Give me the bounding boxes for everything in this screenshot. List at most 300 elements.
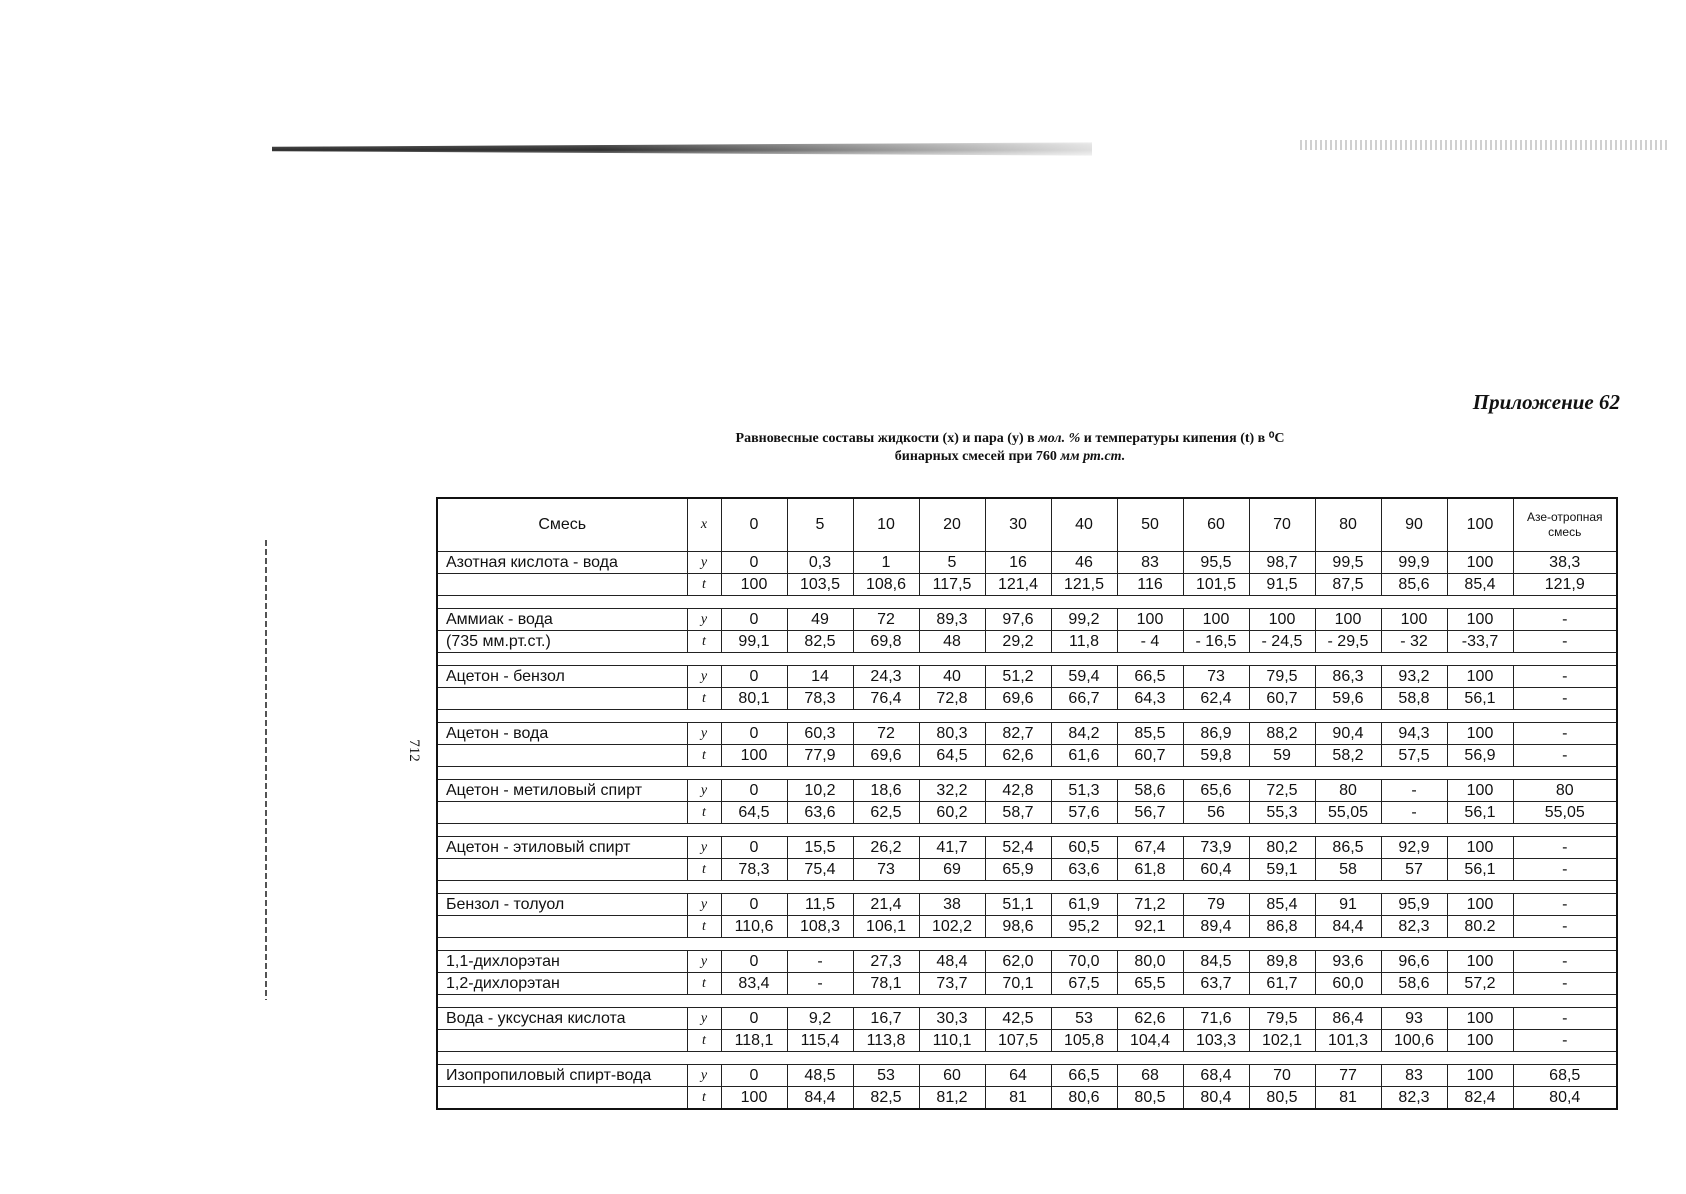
spacer-cell <box>787 1052 853 1065</box>
value-cell: - <box>787 951 853 973</box>
spacer-cell <box>1249 653 1315 666</box>
value-cell: 67,5 <box>1051 973 1117 995</box>
spacer-cell <box>1315 938 1381 951</box>
title-line-2-unit: мм рт.ст. <box>1060 449 1126 464</box>
value-cell: 81 <box>1315 1087 1381 1110</box>
value-cell: 52,4 <box>985 837 1051 859</box>
table-row <box>437 916 1617 938</box>
spacer-cell <box>919 596 985 609</box>
group-spacer <box>437 995 1617 1008</box>
spacer-cell <box>1249 767 1315 780</box>
spacer-cell <box>787 653 853 666</box>
value-cell: 65,6 <box>1183 780 1249 802</box>
spacer-cell <box>1051 938 1117 951</box>
value-cell: 100 <box>1447 552 1513 574</box>
value-cell: 79,5 <box>1249 1008 1315 1030</box>
value-cell: 61,6 <box>1051 745 1117 767</box>
spacer-cell <box>787 938 853 951</box>
value-cell: - 16,5 <box>1183 631 1249 653</box>
value-cell: 14 <box>787 666 853 688</box>
spacer-cell <box>1381 1052 1447 1065</box>
variable-label: t <box>687 1087 721 1110</box>
spacer-cell <box>437 1052 687 1065</box>
value-cell: 57,2 <box>1447 973 1513 995</box>
table-row <box>437 1087 1617 1110</box>
value-cell: 102,2 <box>919 916 985 938</box>
value-cell: 58,2 <box>1315 745 1381 767</box>
value-cell: 100 <box>1447 609 1513 631</box>
value-cell: 70,1 <box>985 973 1051 995</box>
mixture-name: Бензол - толуол <box>437 894 687 916</box>
value-cell: 85,5 <box>1117 723 1183 745</box>
spacer-cell <box>721 881 787 894</box>
value-cell: 55,05 <box>1315 802 1381 824</box>
header-x-value: 80 <box>1315 498 1381 552</box>
table-row <box>437 631 1617 653</box>
spacer-cell <box>1051 710 1117 723</box>
header-x-value: 50 <box>1117 498 1183 552</box>
spacer-cell <box>919 767 985 780</box>
value-cell: 81 <box>985 1087 1051 1110</box>
value-cell: 0 <box>721 609 787 631</box>
equilibrium-table <box>436 497 1618 1110</box>
value-cell: 85,6 <box>1381 574 1447 596</box>
group-spacer <box>437 653 1617 666</box>
variable-label: y <box>687 894 721 916</box>
spacer-cell <box>1249 824 1315 837</box>
spacer-cell <box>1513 767 1617 780</box>
spacer-cell <box>853 767 919 780</box>
value-cell: 92,1 <box>1117 916 1183 938</box>
value-cell: 51,3 <box>1051 780 1117 802</box>
table-body <box>437 552 1617 1110</box>
spacer-cell <box>853 1052 919 1065</box>
spacer-cell <box>1315 824 1381 837</box>
value-cell: 116 <box>1117 574 1183 596</box>
spacer-cell <box>787 995 853 1008</box>
scan-artifact-side-line <box>265 540 267 1000</box>
mixture-name: Изопропиловый спирт-вода <box>437 1065 687 1087</box>
variable-label: t <box>687 859 721 881</box>
group-spacer <box>437 881 1617 894</box>
value-cell: 101,5 <box>1183 574 1249 596</box>
value-cell: 66,5 <box>1051 1065 1117 1087</box>
spacer-cell <box>437 881 687 894</box>
spacer-cell <box>1381 995 1447 1008</box>
value-cell: 18,6 <box>853 780 919 802</box>
value-cell: 65,5 <box>1117 973 1183 995</box>
value-cell: 60,7 <box>1249 688 1315 710</box>
value-cell: - <box>1381 780 1447 802</box>
value-cell: 121,5 <box>1051 574 1117 596</box>
spacer-cell <box>919 938 985 951</box>
value-cell: 71,2 <box>1117 894 1183 916</box>
value-cell: 82,7 <box>985 723 1051 745</box>
value-cell: 118,1 <box>721 1030 787 1052</box>
azeotrope-cell: - <box>1513 688 1617 710</box>
azeotrope-cell: - <box>1513 916 1617 938</box>
spacer-cell <box>1447 596 1513 609</box>
azeotrope-cell: - <box>1513 723 1617 745</box>
value-cell: 96,6 <box>1381 951 1447 973</box>
value-cell: 89,4 <box>1183 916 1249 938</box>
azeotrope-cell: - <box>1513 631 1617 653</box>
value-cell: 77 <box>1315 1065 1381 1087</box>
azeotrope-cell: 80,4 <box>1513 1087 1617 1110</box>
spacer-cell <box>1051 653 1117 666</box>
value-cell: 80,2 <box>1249 837 1315 859</box>
azeotrope-cell: - <box>1513 609 1617 631</box>
value-cell: 94,3 <box>1381 723 1447 745</box>
value-cell: 29,2 <box>985 631 1051 653</box>
value-cell: 69,6 <box>853 745 919 767</box>
spacer-cell <box>687 938 721 951</box>
spacer-cell <box>985 881 1051 894</box>
value-cell: 93,2 <box>1381 666 1447 688</box>
value-cell: 100 <box>1183 609 1249 631</box>
value-cell: 0 <box>721 837 787 859</box>
value-cell: 68,4 <box>1183 1065 1249 1087</box>
variable-label: t <box>687 688 721 710</box>
table-row <box>437 973 1617 995</box>
value-cell: 69,6 <box>985 688 1051 710</box>
spacer-cell <box>1513 881 1617 894</box>
value-cell: 103,3 <box>1183 1030 1249 1052</box>
value-cell: 63,6 <box>787 802 853 824</box>
value-cell: 110,1 <box>919 1030 985 1052</box>
value-cell: 69 <box>919 859 985 881</box>
spacer-cell <box>1249 710 1315 723</box>
value-cell: 83,4 <box>721 973 787 995</box>
value-cell: 93,6 <box>1315 951 1381 973</box>
value-cell: 73,9 <box>1183 837 1249 859</box>
value-cell: 102,1 <box>1249 1030 1315 1052</box>
header-x-value: 60 <box>1183 498 1249 552</box>
spacer-cell <box>437 653 687 666</box>
variable-label: t <box>687 574 721 596</box>
spacer-cell <box>687 596 721 609</box>
spacer-cell <box>1381 938 1447 951</box>
value-cell: 100 <box>1315 609 1381 631</box>
value-cell: 62,6 <box>985 745 1051 767</box>
spacer-cell <box>1183 881 1249 894</box>
spacer-cell <box>787 767 853 780</box>
value-cell: 42,5 <box>985 1008 1051 1030</box>
value-cell: 59 <box>1249 745 1315 767</box>
spacer-cell <box>437 767 687 780</box>
value-cell: 0 <box>721 1065 787 1087</box>
value-cell: 58,7 <box>985 802 1051 824</box>
spacer-cell <box>1447 710 1513 723</box>
value-cell: 100 <box>1447 666 1513 688</box>
spacer-cell <box>985 767 1051 780</box>
spacer-cell <box>853 995 919 1008</box>
spacer-cell <box>1117 995 1183 1008</box>
spacer-cell <box>1513 596 1617 609</box>
header-x-value: 90 <box>1381 498 1447 552</box>
value-cell: 99,2 <box>1051 609 1117 631</box>
table-row <box>437 1030 1617 1052</box>
value-cell: 79 <box>1183 894 1249 916</box>
header-x-value: 100 <box>1447 498 1513 552</box>
table-row <box>437 723 1617 745</box>
table-row <box>437 688 1617 710</box>
table-row <box>437 802 1617 824</box>
value-cell: 98,7 <box>1249 552 1315 574</box>
value-cell: 64,3 <box>1117 688 1183 710</box>
spacer-cell <box>985 596 1051 609</box>
mixture-name: Ацетон - метиловый спирт <box>437 780 687 802</box>
spacer-cell <box>1183 995 1249 1008</box>
value-cell: 60,5 <box>1051 837 1117 859</box>
variable-label: t <box>687 973 721 995</box>
table-row <box>437 666 1617 688</box>
spacer-cell <box>1117 596 1183 609</box>
mixture-name: Вода - уксусная кислота <box>437 1008 687 1030</box>
variable-label: y <box>687 609 721 631</box>
spacer-cell <box>1051 881 1117 894</box>
group-spacer <box>437 1052 1617 1065</box>
spacer-cell <box>437 710 687 723</box>
table-row <box>437 894 1617 916</box>
spacer-cell <box>687 1052 721 1065</box>
spacer-cell <box>687 653 721 666</box>
value-cell: - <box>787 973 853 995</box>
spacer-cell <box>1447 824 1513 837</box>
value-cell: 58,6 <box>1117 780 1183 802</box>
value-cell: 0 <box>721 894 787 916</box>
value-cell: 92,9 <box>1381 837 1447 859</box>
spacer-cell <box>919 881 985 894</box>
value-cell: 73,7 <box>919 973 985 995</box>
spacer-cell <box>1447 938 1513 951</box>
header-x-value: 0 <box>721 498 787 552</box>
value-cell: 100 <box>1447 894 1513 916</box>
value-cell: 79,5 <box>1249 666 1315 688</box>
value-cell: 0 <box>721 552 787 574</box>
spacer-cell <box>853 881 919 894</box>
value-cell: 108,6 <box>853 574 919 596</box>
table-row <box>437 745 1617 767</box>
value-cell: 86,4 <box>1315 1008 1381 1030</box>
spacer-cell <box>721 653 787 666</box>
azeotrope-cell: - <box>1513 973 1617 995</box>
value-cell: 30,3 <box>919 1008 985 1030</box>
value-cell: 91,5 <box>1249 574 1315 596</box>
spacer-cell <box>853 824 919 837</box>
table-row <box>437 780 1617 802</box>
variable-label: y <box>687 552 721 574</box>
value-cell: 86,3 <box>1315 666 1381 688</box>
value-cell: 24,3 <box>853 666 919 688</box>
value-cell: 69,8 <box>853 631 919 653</box>
value-cell: 63,6 <box>1051 859 1117 881</box>
spacer-cell <box>919 653 985 666</box>
spacer-cell <box>721 1052 787 1065</box>
value-cell: 42,8 <box>985 780 1051 802</box>
azeotrope-cell: - <box>1513 837 1617 859</box>
spacer-cell <box>687 995 721 1008</box>
value-cell: 0,3 <box>787 552 853 574</box>
variable-label: t <box>687 802 721 824</box>
value-cell: 70,0 <box>1051 951 1117 973</box>
spacer-cell <box>985 824 1051 837</box>
value-cell: 56,7 <box>1117 802 1183 824</box>
value-cell: 65,9 <box>985 859 1051 881</box>
value-cell: 99,5 <box>1315 552 1381 574</box>
value-cell: 66,5 <box>1117 666 1183 688</box>
value-cell: 115,4 <box>787 1030 853 1052</box>
value-cell: 0 <box>721 1008 787 1030</box>
value-cell: 82,3 <box>1381 1087 1447 1110</box>
value-cell: 106,1 <box>853 916 919 938</box>
spacer-cell <box>1381 881 1447 894</box>
table-header-row <box>437 498 1617 552</box>
spacer-cell <box>853 596 919 609</box>
mixture-name-extra <box>437 802 687 824</box>
value-cell: 73 <box>853 859 919 881</box>
spacer-cell <box>1183 938 1249 951</box>
mixture-name-extra: (735 мм.рт.ст.) <box>437 631 687 653</box>
value-cell: 63,7 <box>1183 973 1249 995</box>
value-cell: 90,4 <box>1315 723 1381 745</box>
value-cell: 78,1 <box>853 973 919 995</box>
spacer-cell <box>1183 653 1249 666</box>
spacer-cell <box>1249 1052 1315 1065</box>
table-row <box>437 574 1617 596</box>
value-cell: 53 <box>853 1065 919 1087</box>
spacer-cell <box>1447 1052 1513 1065</box>
value-cell: 100 <box>1447 1008 1513 1030</box>
group-spacer <box>437 596 1617 609</box>
group-spacer <box>437 824 1617 837</box>
value-cell: 87,5 <box>1315 574 1381 596</box>
spacer-cell <box>1117 1052 1183 1065</box>
header-x-value: 30 <box>985 498 1051 552</box>
value-cell: 64 <box>985 1065 1051 1087</box>
spacer-cell <box>1513 1052 1617 1065</box>
spacer-cell <box>787 596 853 609</box>
mixture-name: Азотная кислота - вода <box>437 552 687 574</box>
value-cell: 55,3 <box>1249 802 1315 824</box>
variable-label: y <box>687 723 721 745</box>
table-row <box>437 609 1617 631</box>
spacer-cell <box>437 995 687 1008</box>
mixture-name-extra <box>437 1030 687 1052</box>
header-x-value: 10 <box>853 498 919 552</box>
value-cell: 59,4 <box>1051 666 1117 688</box>
value-cell: 38 <box>919 894 985 916</box>
header-x-value: 70 <box>1249 498 1315 552</box>
azeotrope-cell: 80 <box>1513 780 1617 802</box>
table-row <box>437 552 1617 574</box>
variable-label: y <box>687 837 721 859</box>
header-x-value: 20 <box>919 498 985 552</box>
value-cell: -33,7 <box>1447 631 1513 653</box>
title-line-2 <box>640 448 1380 466</box>
spacer-cell <box>1315 710 1381 723</box>
value-cell: 16 <box>985 552 1051 574</box>
value-cell: 75,4 <box>787 859 853 881</box>
spacer-cell <box>437 596 687 609</box>
value-cell: 56,9 <box>1447 745 1513 767</box>
header-mixture: Смесь <box>437 498 687 552</box>
mixture-name-extra: 1,2-дихлорэтан <box>437 973 687 995</box>
spacer-cell <box>687 881 721 894</box>
value-cell: 46 <box>1051 552 1117 574</box>
spacer-cell <box>721 938 787 951</box>
value-cell: 100 <box>1447 780 1513 802</box>
value-cell: 71,6 <box>1183 1008 1249 1030</box>
value-cell: 70 <box>1249 1065 1315 1087</box>
spacer-cell <box>1051 767 1117 780</box>
spacer-cell <box>1381 710 1447 723</box>
value-cell: 15,5 <box>787 837 853 859</box>
value-cell: 11,5 <box>787 894 853 916</box>
spacer-cell <box>1183 767 1249 780</box>
value-cell: 61,8 <box>1117 859 1183 881</box>
value-cell: 66,7 <box>1051 688 1117 710</box>
spacer-cell <box>687 824 721 837</box>
value-cell: - 32 <box>1381 631 1447 653</box>
value-cell: 58,6 <box>1381 973 1447 995</box>
mixture-name: Ацетон - этиловый спирт <box>437 837 687 859</box>
spacer-cell <box>1315 596 1381 609</box>
value-cell: 100 <box>721 1087 787 1110</box>
value-cell: 83 <box>1381 1065 1447 1087</box>
value-cell: 10,2 <box>787 780 853 802</box>
value-cell: 80.2 <box>1447 916 1513 938</box>
spacer-cell <box>1381 767 1447 780</box>
spacer-cell <box>1315 995 1381 1008</box>
mixture-name: Ацетон - вода <box>437 723 687 745</box>
spacer-cell <box>1183 824 1249 837</box>
spacer-cell <box>1249 596 1315 609</box>
value-cell: 121,4 <box>985 574 1051 596</box>
value-cell: 56 <box>1183 802 1249 824</box>
spacer-cell <box>853 938 919 951</box>
value-cell: 80,5 <box>1117 1087 1183 1110</box>
value-cell: 100 <box>1447 723 1513 745</box>
spacer-cell <box>1513 653 1617 666</box>
spacer-cell <box>985 995 1051 1008</box>
value-cell: 9,2 <box>787 1008 853 1030</box>
spacer-cell <box>1315 881 1381 894</box>
value-cell: 32,2 <box>919 780 985 802</box>
value-cell: 95,5 <box>1183 552 1249 574</box>
spacer-cell <box>1051 995 1117 1008</box>
value-cell: 41,7 <box>919 837 985 859</box>
spacer-cell <box>919 824 985 837</box>
value-cell: 98,6 <box>985 916 1051 938</box>
value-cell: 77,9 <box>787 745 853 767</box>
spacer-cell <box>985 1052 1051 1065</box>
value-cell: 80,1 <box>721 688 787 710</box>
title-line-1-unit: мол. % <box>1038 431 1081 446</box>
value-cell: 60,7 <box>1117 745 1183 767</box>
value-cell: 100 <box>1117 609 1183 631</box>
value-cell: 40 <box>919 666 985 688</box>
spacer-cell <box>721 824 787 837</box>
value-cell: 60,3 <box>787 723 853 745</box>
value-cell: 62,4 <box>1183 688 1249 710</box>
value-cell: 84,2 <box>1051 723 1117 745</box>
spacer-cell <box>919 710 985 723</box>
value-cell: 62,5 <box>853 802 919 824</box>
spacer-cell <box>787 824 853 837</box>
spacer-cell <box>1249 881 1315 894</box>
azeotrope-cell: 55,05 <box>1513 802 1617 824</box>
